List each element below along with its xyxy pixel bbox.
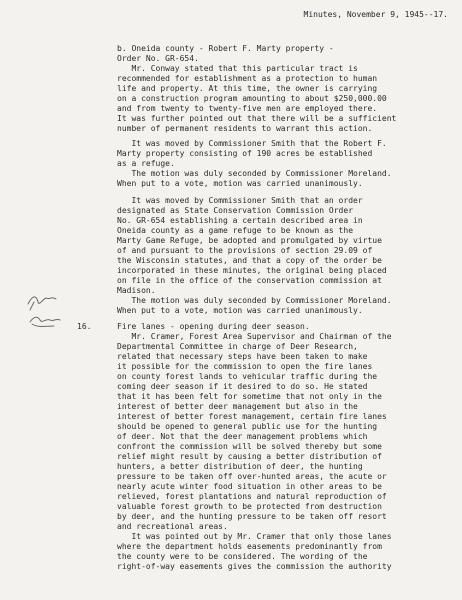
text-line: recommended for establishment as a protection to human: [117, 74, 378, 83]
text-line: as a refuge.: [117, 159, 175, 168]
text-line: hunters, a better distribution of deer, the hunting: [117, 462, 363, 471]
text-line: and recreational areas.: [117, 522, 228, 531]
text-line: It was moved by Commissioner Smith that an order: [117, 196, 363, 205]
text-line: Marty Game Refuge, be adopted and promulgated by virtue: [117, 236, 382, 245]
motion-smith-refuge-paragraph: [117, 139, 443, 189]
motion-order-paragraph: [117, 196, 443, 316]
text-line: When put to a vote, motion was carried unanimously.: [117, 306, 363, 315]
text-line: confront the commission will be solved thereby but some: [117, 442, 382, 451]
text-line: Order No. GR-654.: [117, 54, 199, 63]
text-line: it possible for the commission to open the fire lanes: [117, 362, 373, 371]
text-line: and from twenty to twenty-five men are employed there.: [117, 104, 378, 113]
text-line: of deer. Not that the deer management problems which: [117, 432, 368, 441]
text-line: on a construction program amounting to about $250,000.00: [117, 94, 387, 103]
text-line: No. GR-654 establishing a certain described area in: [117, 216, 363, 225]
text-line: Madison.: [117, 286, 156, 295]
text-line: life and property. At this time, the owner is carrying: [117, 84, 378, 93]
text-line: that it has been felt for sometime that not only in the: [117, 392, 382, 401]
text-line: interest of better deer management but also in the: [117, 402, 358, 411]
text-line: related that necessary steps have been taken to make: [117, 352, 368, 361]
text-line: Mr. Cramer, Forest Area Supervisor and Chairman of the: [117, 332, 392, 341]
text-line: coming deer season if it desired to do so. He stated: [117, 382, 368, 391]
handwritten-margin-note: [24, 290, 64, 340]
text-line: right-of-way easements gives the commission the authority: [117, 562, 392, 571]
text-line: should be opened to general public use for the hunting: [117, 422, 378, 431]
text-line: Mr. Conway stated that this particular tract is: [117, 64, 358, 73]
text-line: It was moved by Commissioner Smith that the Robert F.: [117, 139, 387, 148]
text-line: valuable forest growth to be protected from destruction: [117, 502, 382, 511]
text-line: Marty property consisting of 190 acres be established: [117, 149, 373, 158]
text-line: incorporated in these minutes, the original being placed: [117, 266, 387, 275]
section-b-paragraph: [117, 44, 443, 134]
text-line: pressure to be taken off over-hunted areas, the acute or: [117, 472, 387, 481]
text-line: b. Oneida county - Robert F. Marty property -: [117, 44, 334, 53]
text-line: the county were to be considered. The wording of the: [117, 552, 368, 561]
text-line: Fire lanes - opening during deer season.: [117, 322, 310, 331]
text-line: on file in the office of the conservation commission at: [117, 276, 382, 285]
text-line: Departmental Committee in charge of Deer Research,: [117, 342, 358, 351]
text-line: It was further pointed out that there will be a sufficient: [117, 114, 397, 123]
text-line: the Wisconsin statutes, and that a copy of the order be: [117, 256, 382, 265]
text-line: It was pointed out by Mr. Cramer that only those lanes: [117, 532, 392, 541]
text-line: The motion was duly seconded by Commissioner Moreland.: [117, 296, 392, 305]
text-line: The motion was duly seconded by Commissioner Moreland.: [117, 169, 392, 178]
text-line: Oneida county as a game refuge to be known as the: [117, 226, 354, 235]
text-line: relief might result by causing a better distribution of: [117, 452, 382, 461]
text-line: of and pursuant to the provisions of section 29.09 of: [117, 246, 373, 255]
item-number: 16.: [77, 322, 92, 331]
text-line: number of permanent residents to warrant this action.: [117, 124, 373, 133]
text-line: When put to a vote, motion was carried unanimously.: [117, 179, 363, 188]
text-line: where the department holds easements predominantly from: [117, 542, 382, 551]
text-line: relieved, forest plantations and natural reproduction of: [117, 492, 387, 501]
text-line: on county forest lands to vehicular traffic during the: [117, 372, 378, 381]
text-line: interest of better forest management, certain fire lanes: [117, 412, 387, 421]
text-line: nearly acute winter food situation in other areas to be: [117, 482, 382, 491]
item-16-fire-lanes-paragraph: [117, 322, 443, 572]
text-line: by deer, and the hunting pressure to be taken off resort: [117, 512, 387, 521]
page-header: Minutes, November 9, 1945--17.: [303, 10, 448, 19]
text-line: designated as State Conservation Commission Order: [117, 206, 354, 215]
